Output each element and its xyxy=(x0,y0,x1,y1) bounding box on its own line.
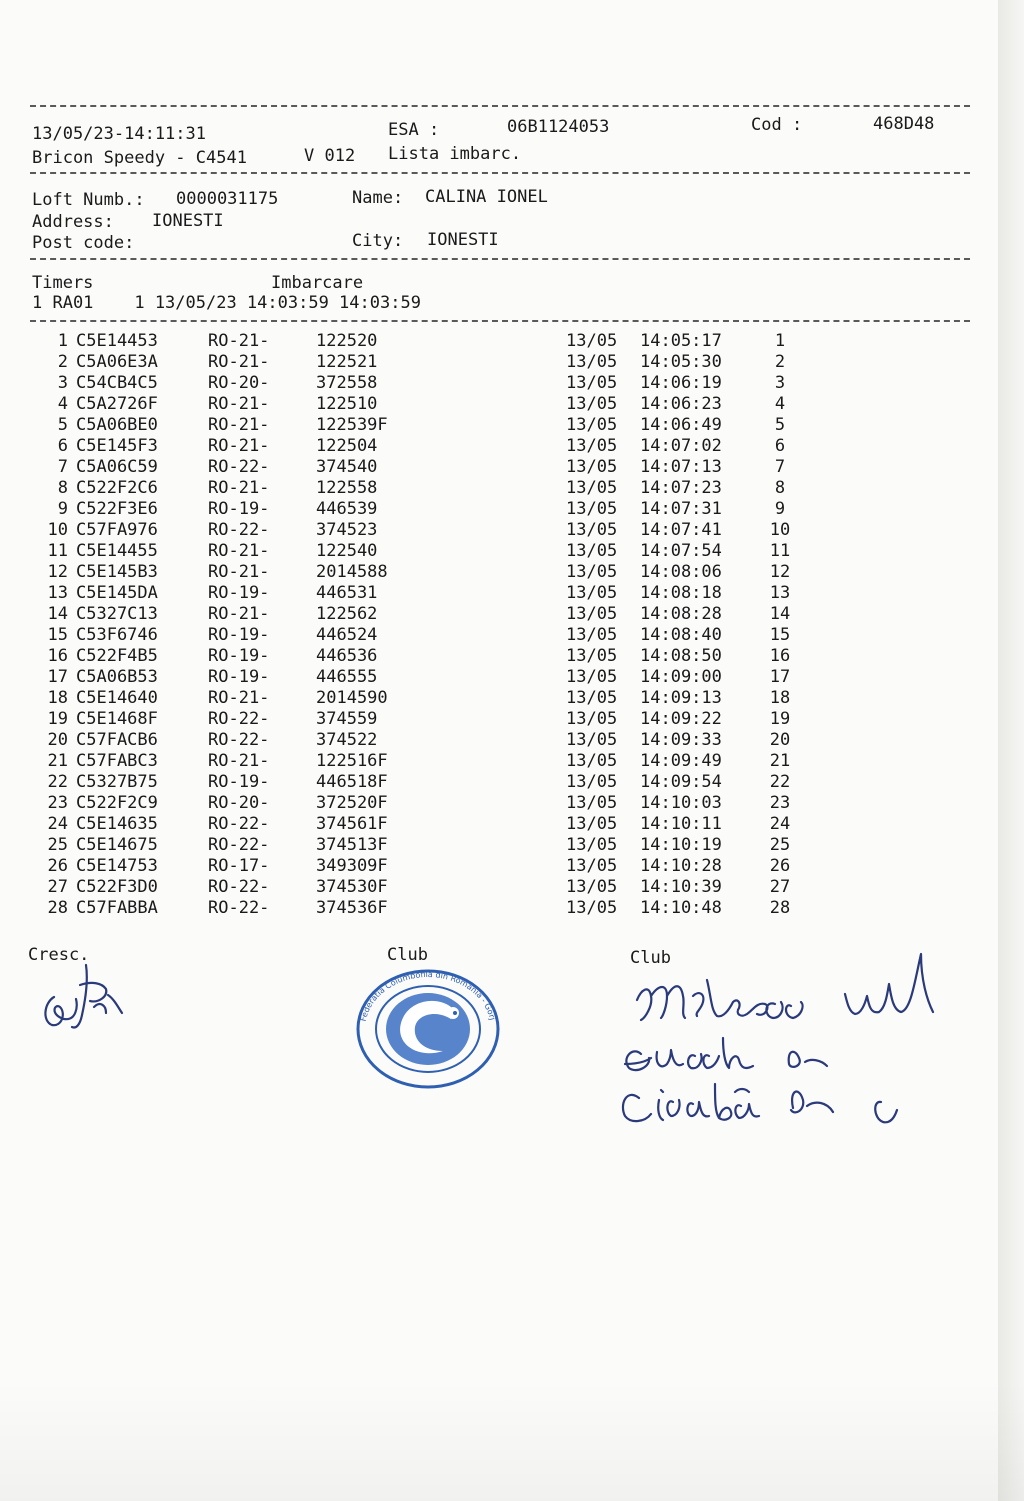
rank: 22 xyxy=(769,772,791,792)
arrival-date: 13/05 xyxy=(566,352,618,372)
table-row xyxy=(28,877,800,898)
ring-number: 446524 xyxy=(316,625,378,645)
arrival-time: 14:09:49 xyxy=(640,751,722,771)
table-row xyxy=(28,730,800,751)
arrival-time: 14:09:54 xyxy=(640,772,722,792)
chip-id: C522F3D0 xyxy=(76,877,158,897)
table-row xyxy=(28,667,800,688)
arrival-date: 13/05 xyxy=(566,541,618,561)
chip-id: C5A06C59 xyxy=(76,457,158,477)
arrival-date: 13/05 xyxy=(566,814,618,834)
table-row xyxy=(28,331,800,352)
ring-number: 374559 xyxy=(316,709,378,729)
arrival-time: 14:10:11 xyxy=(640,814,722,834)
ring-number: 122539F xyxy=(316,415,388,435)
arrival-time: 14:08:06 xyxy=(640,562,722,582)
ring-number: 122562 xyxy=(316,604,378,624)
ring-number: 374530F xyxy=(316,877,388,897)
club-seal xyxy=(355,967,505,1092)
version: V 012 xyxy=(304,146,356,166)
chip-id: C5E14455 xyxy=(76,541,158,561)
city-label: City: xyxy=(352,231,404,251)
row-index: 13 xyxy=(47,583,68,603)
chip-id: C5A06BE0 xyxy=(76,415,158,435)
rank: 20 xyxy=(769,730,791,750)
chip-id: C5E145B3 xyxy=(76,562,158,582)
arrival-date: 13/05 xyxy=(566,520,618,540)
chip-id: C57FABC3 xyxy=(76,751,158,771)
arrival-time: 14:10:19 xyxy=(640,835,722,855)
arrival-date: 13/05 xyxy=(566,331,618,351)
row-index: 27 xyxy=(47,877,68,897)
paper-shadow xyxy=(0,1381,1024,1501)
ring-number: 122504 xyxy=(316,436,378,456)
arrival-date: 13/05 xyxy=(566,793,618,813)
table-row xyxy=(28,688,800,709)
ring-prefix: RO-21- xyxy=(208,478,270,498)
ring-prefix: RO-22- xyxy=(208,730,270,750)
ring-prefix: RO-21- xyxy=(208,562,270,582)
club-label-1: Club xyxy=(387,945,428,965)
timers-label: Timers xyxy=(32,273,94,293)
arrival-date: 13/05 xyxy=(566,373,618,393)
row-index: 11 xyxy=(47,541,68,561)
ring-prefix: RO-22- xyxy=(208,709,270,729)
chip-id: C5A2726F xyxy=(76,394,158,414)
ring-prefix: RO-21- xyxy=(208,541,270,561)
ring-prefix: RO-22- xyxy=(208,835,270,855)
divider xyxy=(30,258,970,260)
ring-prefix: RO-19- xyxy=(208,667,270,687)
chip-id: C5E14753 xyxy=(76,856,158,876)
rank: 4 xyxy=(774,394,786,414)
ring-number: 372520F xyxy=(316,793,388,813)
address-label: Address: xyxy=(32,212,114,232)
arrival-time: 14:08:50 xyxy=(640,646,722,666)
arrival-time: 14:07:31 xyxy=(640,499,722,519)
chip-id: C54CB4C5 xyxy=(76,373,158,393)
table-row xyxy=(28,415,800,436)
chip-id: C5E1468F xyxy=(76,709,158,729)
ring-number: 122516F xyxy=(316,751,388,771)
row-index: 17 xyxy=(47,667,68,687)
rank: 19 xyxy=(769,709,791,729)
arrival-time: 14:09:33 xyxy=(640,730,722,750)
rank: 9 xyxy=(774,499,786,519)
address-value: IONESTI xyxy=(152,211,224,231)
table-row xyxy=(28,625,800,646)
birds-table-body xyxy=(28,331,800,919)
table-row xyxy=(28,583,800,604)
arrival-time: 14:08:28 xyxy=(640,604,722,624)
row-index: 19 xyxy=(47,709,68,729)
arrival-date: 13/05 xyxy=(566,625,618,645)
arrival-time: 14:05:17 xyxy=(640,331,722,351)
cresc-label: Cresc. xyxy=(28,945,90,965)
rank: 18 xyxy=(769,688,791,708)
list-title: Lista imbarc. xyxy=(388,144,522,164)
chip-id: C53F6746 xyxy=(76,625,158,645)
ring-number: 374561F xyxy=(316,814,388,834)
arrival-time: 14:08:18 xyxy=(640,583,722,603)
cod-label: Cod : xyxy=(751,115,803,135)
ring-prefix: RO-19- xyxy=(208,625,270,645)
row-index: 25 xyxy=(47,835,68,855)
ring-prefix: RO-22- xyxy=(208,457,270,477)
arrival-date: 13/05 xyxy=(566,415,618,435)
rank: 25 xyxy=(769,835,791,855)
arrival-date: 13/05 xyxy=(566,646,618,666)
chip-id: C5A06E3A xyxy=(76,352,158,372)
arrival-time: 14:06:23 xyxy=(640,394,722,414)
ring-prefix: RO-22- xyxy=(208,877,270,897)
ring-prefix: RO-19- xyxy=(208,499,270,519)
rank: 21 xyxy=(769,751,791,771)
table-row xyxy=(28,751,800,772)
table-row xyxy=(28,499,800,520)
esa-label: ESA : xyxy=(388,120,440,140)
arrival-date: 13/05 xyxy=(566,877,618,897)
table-row xyxy=(28,793,800,814)
ring-prefix: RO-21- xyxy=(208,352,270,372)
arrival-date: 13/05 xyxy=(566,835,618,855)
ring-number: 349309F xyxy=(316,856,388,876)
arrival-date: 13/05 xyxy=(566,751,618,771)
table-row xyxy=(28,709,800,730)
ring-prefix: RO-21- xyxy=(208,394,270,414)
arrival-date: 13/05 xyxy=(566,667,618,687)
table-row xyxy=(28,373,800,394)
arrival-date: 13/05 xyxy=(566,499,618,519)
club-label-2: Club xyxy=(630,948,671,968)
rank: 1 xyxy=(774,331,786,351)
arrival-time: 14:10:39 xyxy=(640,877,722,897)
owner-name: CALINA IONEL xyxy=(425,187,548,207)
rank: 2 xyxy=(774,352,786,372)
table-row xyxy=(28,814,800,835)
rank: 12 xyxy=(769,562,791,582)
rank: 16 xyxy=(769,646,791,666)
row-index: 5 xyxy=(57,415,68,435)
ring-prefix: RO-22- xyxy=(208,814,270,834)
table-row xyxy=(28,604,800,625)
table-row xyxy=(28,436,800,457)
arrival-time: 14:10:28 xyxy=(640,856,722,876)
arrival-date: 13/05 xyxy=(566,394,618,414)
arrival-time: 14:07:02 xyxy=(640,436,722,456)
row-index: 15 xyxy=(47,625,68,645)
chip-id: C5E14453 xyxy=(76,331,158,351)
chip-id: C5E14640 xyxy=(76,688,158,708)
table-row xyxy=(28,394,800,415)
arrival-date: 13/05 xyxy=(566,730,618,750)
ring-prefix: RO-21- xyxy=(208,436,270,456)
chip-id: C57FACB6 xyxy=(76,730,158,750)
seal-text: Federatia Columbofila din Romania - Gorj xyxy=(358,969,498,1023)
divider xyxy=(30,320,970,322)
ring-prefix: RO-21- xyxy=(208,688,270,708)
rank: 8 xyxy=(774,478,786,498)
row-index: 18 xyxy=(47,688,68,708)
table-row xyxy=(28,457,800,478)
arrival-time: 14:07:41 xyxy=(640,520,722,540)
table-row xyxy=(28,541,800,562)
row-index: 10 xyxy=(47,520,68,540)
rank: 5 xyxy=(774,415,786,435)
arrival-time: 14:06:19 xyxy=(640,373,722,393)
chip-id: C57FA976 xyxy=(76,520,158,540)
chip-id: C522F3E6 xyxy=(76,499,158,519)
chip-id: C5E145DA xyxy=(76,583,158,603)
arrival-date: 13/05 xyxy=(566,856,618,876)
row-index: 7 xyxy=(57,457,68,477)
row-index: 3 xyxy=(57,373,68,393)
row-index: 23 xyxy=(47,793,68,813)
row-index: 22 xyxy=(47,772,68,792)
arrival-time: 14:07:13 xyxy=(640,457,722,477)
timer-line: 1 RA01 1 13/05/23 14:03:59 14:03:59 xyxy=(32,293,421,313)
table-row xyxy=(28,835,800,856)
ring-prefix: RO-19- xyxy=(208,772,270,792)
ring-prefix: RO-21- xyxy=(208,331,270,351)
row-index: 12 xyxy=(47,562,68,582)
row-index: 20 xyxy=(47,730,68,750)
arrival-date: 13/05 xyxy=(566,583,618,603)
chip-id: C57FABBA xyxy=(76,898,158,918)
table-row xyxy=(28,898,800,919)
row-index: 6 xyxy=(57,436,68,456)
table-row xyxy=(28,772,800,793)
ring-prefix: RO-21- xyxy=(208,751,270,771)
ring-number: 374513F xyxy=(316,835,388,855)
city-value: IONESTI xyxy=(427,230,499,250)
rank: 28 xyxy=(769,898,791,918)
ring-number: 374522 xyxy=(316,730,378,750)
arrival-time: 14:07:23 xyxy=(640,478,722,498)
ring-prefix: RO-19- xyxy=(208,583,270,603)
birds-table xyxy=(28,331,800,919)
chip-id: C5327C13 xyxy=(76,604,158,624)
arrival-time: 14:05:30 xyxy=(640,352,722,372)
row-index: 2 xyxy=(57,352,68,372)
ring-number: 372558 xyxy=(316,373,378,393)
table-row xyxy=(28,478,800,499)
ring-prefix: RO-20- xyxy=(208,793,270,813)
ring-prefix: RO-20- xyxy=(208,373,270,393)
ring-prefix: RO-22- xyxy=(208,520,270,540)
esa-value: 06B1124053 xyxy=(507,117,610,137)
chip-id: C5E14675 xyxy=(76,835,158,855)
table-row xyxy=(28,520,800,541)
imbarcare-label: Imbarcare xyxy=(271,273,364,293)
row-index: 16 xyxy=(47,646,68,666)
chip-id: C5A06B53 xyxy=(76,667,158,687)
chip-id: C522F2C9 xyxy=(76,793,158,813)
device-name: Bricon Speedy - C4541 xyxy=(32,148,247,168)
arrival-date: 13/05 xyxy=(566,436,618,456)
arrival-time: 14:10:03 xyxy=(640,793,722,813)
ring-number: 374540 xyxy=(316,457,378,477)
row-index: 8 xyxy=(57,478,68,498)
row-index: 1 xyxy=(57,331,68,351)
ring-number: 122510 xyxy=(316,394,378,414)
ring-prefix: RO-19- xyxy=(208,646,270,666)
cresc-signature xyxy=(36,955,132,1039)
ring-number: 446555 xyxy=(316,667,378,687)
ring-number: 122540 xyxy=(316,541,378,561)
rank: 26 xyxy=(769,856,791,876)
arrival-time: 14:06:49 xyxy=(640,415,722,435)
chip-id: C522F2C6 xyxy=(76,478,158,498)
header-datetime: 13/05/23-14:11:31 xyxy=(32,124,206,144)
arrival-date: 13/05 xyxy=(566,562,618,582)
rank: 11 xyxy=(769,541,791,561)
divider xyxy=(30,105,970,107)
cod-value: 468D48 xyxy=(873,114,935,134)
rank: 10 xyxy=(769,520,791,540)
ring-prefix: RO-21- xyxy=(208,415,270,435)
ring-prefix: RO-17- xyxy=(208,856,270,876)
row-index: 9 xyxy=(57,499,68,519)
ring-number: 446518F xyxy=(316,772,388,792)
ring-number: 122521 xyxy=(316,352,378,372)
loft-numb-label: Loft Numb.: xyxy=(32,190,145,210)
row-index: 24 xyxy=(47,814,68,834)
ring-prefix: RO-21- xyxy=(208,604,270,624)
chip-id: C522F4B5 xyxy=(76,646,158,666)
paper-edge xyxy=(998,0,1024,1501)
rank: 24 xyxy=(769,814,791,834)
arrival-time: 14:10:48 xyxy=(640,898,722,918)
ring-number: 446539 xyxy=(316,499,378,519)
arrival-time: 14:09:22 xyxy=(640,709,722,729)
arrival-date: 13/05 xyxy=(566,478,618,498)
rank: 27 xyxy=(769,877,791,897)
rank: 7 xyxy=(774,457,786,477)
rank: 6 xyxy=(774,436,786,456)
arrival-date: 13/05 xyxy=(566,709,618,729)
row-index: 4 xyxy=(57,394,68,414)
chip-id: C5E145F3 xyxy=(76,436,158,456)
ring-number: 374536F xyxy=(316,898,388,918)
rank: 3 xyxy=(774,373,786,393)
rank: 15 xyxy=(769,625,791,645)
arrival-date: 13/05 xyxy=(566,604,618,624)
divider xyxy=(30,172,970,174)
ring-number: 446531 xyxy=(316,583,378,603)
ring-prefix: RO-22- xyxy=(208,898,270,918)
table-row xyxy=(28,856,800,877)
row-index: 21 xyxy=(47,751,68,771)
arrival-date: 13/05 xyxy=(566,772,618,792)
loft-numb-value: 0000031175 xyxy=(176,189,279,209)
rank: 23 xyxy=(769,793,791,813)
table-row xyxy=(28,352,800,373)
ring-number: 446536 xyxy=(316,646,378,666)
arrival-date: 13/05 xyxy=(566,457,618,477)
arrival-time: 14:07:54 xyxy=(640,541,722,561)
table-row xyxy=(28,562,800,583)
row-index: 26 xyxy=(47,856,68,876)
row-index: 28 xyxy=(47,898,68,918)
arrival-time: 14:09:00 xyxy=(640,667,722,687)
table-row xyxy=(28,646,800,667)
arrival-time: 14:09:13 xyxy=(640,688,722,708)
ring-number: 2014588 xyxy=(316,562,388,582)
ring-number: 374523 xyxy=(316,520,378,540)
row-index: 14 xyxy=(47,604,68,624)
ring-number: 122558 xyxy=(316,478,378,498)
post-code-label: Post code: xyxy=(32,233,135,253)
name-label: Name: xyxy=(352,188,404,208)
chip-id: C5327B75 xyxy=(76,772,158,792)
rank: 17 xyxy=(769,667,791,687)
club-signatures xyxy=(615,940,955,1140)
ring-number: 122520 xyxy=(316,331,378,351)
arrival-date: 13/05 xyxy=(566,688,618,708)
arrival-date: 13/05 xyxy=(566,898,618,918)
rank: 13 xyxy=(769,583,791,603)
chip-id: C5E14635 xyxy=(76,814,158,834)
ring-number: 2014590 xyxy=(316,688,388,708)
arrival-time: 14:08:40 xyxy=(640,625,722,645)
rank: 14 xyxy=(769,604,791,624)
